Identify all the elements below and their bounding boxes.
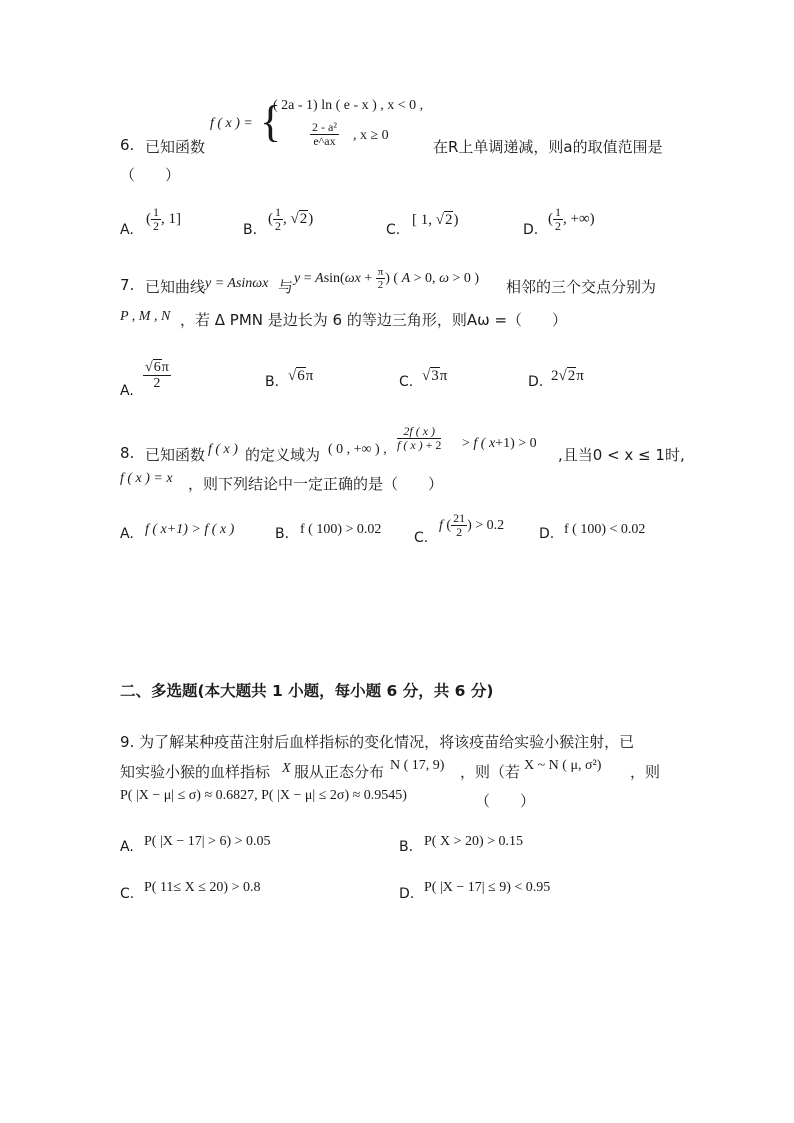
q8-fraction: $\frac{2f ( x )}{f ( x ) + 2}$ bbox=[397, 424, 442, 453]
q8-option-c-label: C. bbox=[414, 530, 429, 546]
q6-condition: 在R上单调递减，则a的取值范围是 bbox=[433, 138, 663, 156]
q6-answer-paren: （ ） bbox=[120, 166, 181, 184]
q8-option-c: f ( $\frac{21}{2}$ ) > 0.2 bbox=[439, 511, 505, 540]
q7-option-c-label: C. bbox=[399, 374, 414, 390]
q9-line2-end: ，则 bbox=[630, 763, 661, 781]
q7-curve2: y = Asin(ωx + $\frac{\pi}{2}$ ) ( A > 0, ω > 0 ) bbox=[294, 266, 480, 292]
section-2-title: 二、多选题(本大题共 1 小题，每小题 6 分，共 6 分) bbox=[120, 682, 494, 700]
q9-line1: 9. 为了解某种疫苗注射后血样指标的变化情况，将该疫苗给实验小猴注射，已 bbox=[120, 733, 635, 751]
q9-option-d: P( |X − 17| ≤ 9) < 0.95 bbox=[424, 880, 551, 895]
q8-option-d: f ( 100) < 0.02 bbox=[564, 522, 646, 537]
q7-option-d-label: D. bbox=[528, 374, 544, 390]
q7-prefix: 已知曲线 bbox=[145, 278, 206, 296]
q9-option-a-label: A. bbox=[120, 839, 134, 855]
q6-option-a-label: A. bbox=[120, 222, 134, 238]
q7-mid: 与 bbox=[278, 278, 294, 296]
q6-option-a: ( $\frac{1}{2}$ , 1] bbox=[146, 205, 181, 234]
q9-option-c: P( 11≤ X ≤ 20) > 0.8 bbox=[144, 880, 261, 895]
q8-mid: 的定义域为 bbox=[245, 446, 321, 464]
q6-fx: f ( x ) = bbox=[210, 116, 253, 131]
q8-fx: f ( x ) bbox=[208, 442, 238, 457]
q9-option-b-label: B. bbox=[399, 839, 414, 855]
q8-domain: ( 0 , +∞ ) , bbox=[328, 442, 387, 457]
q9-line2-mid: 服从正态分布 bbox=[294, 763, 385, 781]
q7-option-a-label: A. bbox=[120, 383, 134, 399]
q8-ineq: > f ( x+1) > 0 bbox=[462, 436, 537, 451]
q6-brace: { bbox=[260, 97, 282, 146]
q9-var-x: X bbox=[282, 761, 291, 776]
q9-option-a: P( |X − 17| > 6) > 0.05 bbox=[144, 834, 271, 849]
q6-option-c-label: C. bbox=[386, 222, 401, 238]
q6-option-d: ( $\frac{1}{2}$ , +∞) bbox=[548, 205, 595, 234]
q8-option-a: f ( x+1) > f ( x ) bbox=[145, 522, 235, 537]
q6-case1: ( 2a - 1) ln ( e - x ) , x < 0 , bbox=[273, 98, 424, 113]
q8-suffix: ,且当0 < x ≤ 1时, bbox=[558, 446, 685, 464]
q8-line2: ，则下列结论中一定正确的是（ ） bbox=[188, 475, 444, 493]
q6-prefix: 已知函数 bbox=[145, 138, 206, 156]
q7-points: P , M , N bbox=[120, 309, 171, 324]
q7-suffix: 相邻的三个交点分别为 bbox=[506, 278, 657, 296]
q7-line2: ，若 Δ PMN 是边长为 6 的等边三角形，则Aω =（ ） bbox=[180, 311, 568, 329]
q7-number: 7. bbox=[120, 276, 135, 294]
q7-option-a: $\frac{√6\pi}{2}$ bbox=[145, 360, 169, 392]
q6-option-d-label: D. bbox=[523, 222, 539, 238]
q9-option-d-label: D. bbox=[399, 886, 415, 902]
q9-option-c-label: C. bbox=[120, 886, 135, 902]
q9-line2-prefix: 知实验小猴的血样指标 bbox=[120, 763, 271, 781]
q6-case2-num: 2 - a² bbox=[312, 120, 337, 134]
q8-option-a-label: A. bbox=[120, 526, 134, 542]
q8-def: f ( x ) = x bbox=[120, 471, 173, 486]
q7-option-b: √6π bbox=[288, 368, 314, 384]
q6-option-b: ( $\frac{1}{2}$ , √2) bbox=[268, 205, 314, 234]
q9-dist2: X ~ N ( μ, σ²) bbox=[524, 758, 602, 773]
q8-option-d-label: D. bbox=[539, 526, 555, 542]
q6-case2-cond: , x ≥ 0 bbox=[353, 128, 389, 143]
q9-line3: P( |X − μ| ≤ σ) ≈ 0.6827, P( |X − μ| ≤ 2σ) ≈ 0.9545) bbox=[120, 788, 407, 803]
q7-option-c: √3π bbox=[422, 368, 448, 384]
q8-option-b-label: B. bbox=[275, 526, 290, 542]
q8-option-b: f ( 100) > 0.02 bbox=[300, 522, 382, 537]
q6-option-b-label: B. bbox=[243, 222, 258, 238]
q9-line2-post: ，则（若 bbox=[460, 763, 521, 781]
q9-dist: N ( 17, 9) bbox=[390, 758, 445, 773]
q7-option-b-label: B. bbox=[265, 374, 280, 390]
q7-option-d: 2√2π bbox=[551, 368, 584, 384]
q6-number: 6. bbox=[120, 136, 135, 154]
q9-option-b: P( X > 20) > 0.15 bbox=[424, 834, 524, 849]
q6-option-c: [ 1, √2) bbox=[412, 212, 459, 228]
q7-curve1: y = Asinωx bbox=[205, 276, 269, 291]
q8-prefix: 已知函数 bbox=[145, 446, 206, 464]
q6-case2-fraction bbox=[310, 121, 339, 148]
q9-answer-paren: （ ） bbox=[475, 792, 536, 810]
q6-case2-den: e^ax bbox=[313, 134, 336, 149]
q8-number: 8. bbox=[120, 444, 135, 462]
